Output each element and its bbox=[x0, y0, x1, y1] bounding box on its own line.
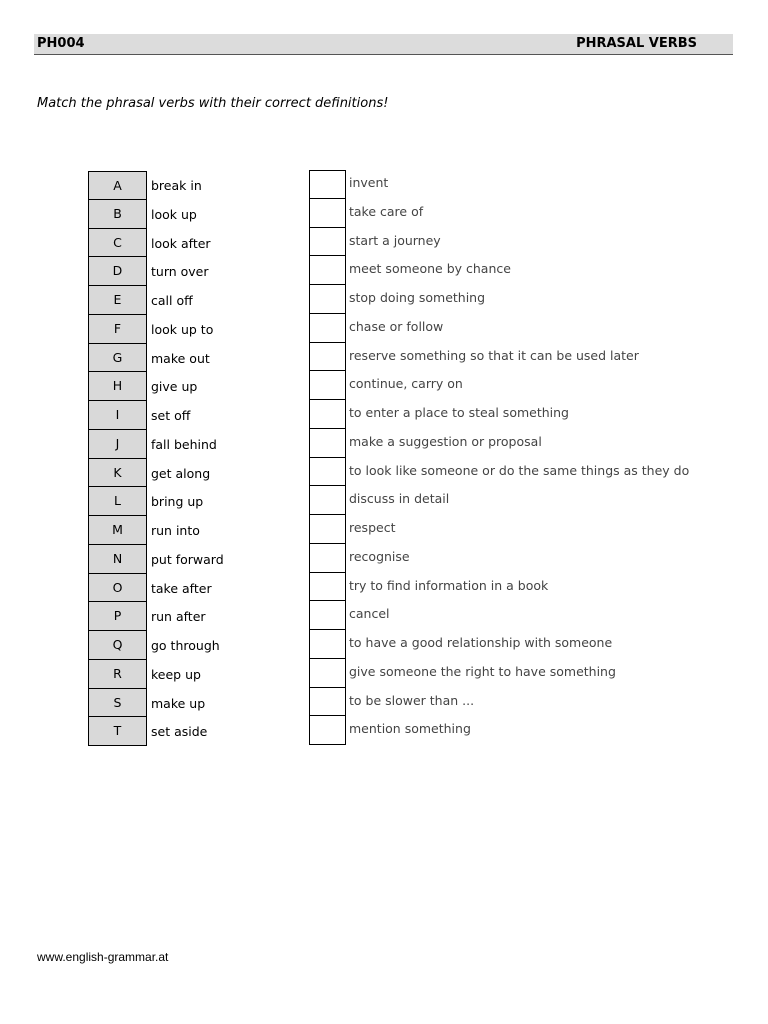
answer-box[interactable] bbox=[309, 371, 346, 400]
letter-cell: A bbox=[88, 171, 147, 200]
answer-box[interactable] bbox=[309, 716, 346, 745]
definition: continue, carry on bbox=[349, 376, 463, 392]
definition: give someone the right to have something bbox=[349, 663, 616, 679]
phrasal-verb: set aside bbox=[151, 724, 208, 740]
letter-cell: J bbox=[88, 430, 147, 459]
answer-box[interactable] bbox=[309, 573, 346, 602]
worksheet-code: PH004 bbox=[37, 36, 85, 51]
answer-box[interactable] bbox=[309, 199, 346, 228]
letter-cell: G bbox=[88, 344, 147, 373]
definition: discuss in detail bbox=[349, 491, 450, 507]
letters-column bbox=[88, 171, 147, 746]
definition: recognise bbox=[349, 548, 410, 564]
phrasal-verbs-column bbox=[151, 171, 224, 746]
definition: to have a good relationship with someone bbox=[349, 635, 613, 650]
letter-cell: T bbox=[88, 717, 147, 746]
answer-box[interactable] bbox=[309, 314, 346, 343]
answer-box[interactable] bbox=[309, 400, 346, 429]
phrasal-verb: look up to bbox=[151, 321, 214, 337]
footer-website: www.english-grammar.at bbox=[37, 950, 169, 964]
phrasal-verb: run into bbox=[151, 523, 200, 538]
letter-cell: P bbox=[88, 602, 147, 631]
instructions: Match the phrasal verbs with their correct definitions! bbox=[37, 96, 389, 111]
phrasal-verb: turn over bbox=[151, 264, 209, 280]
definition: try to find information in a book bbox=[349, 577, 549, 593]
definition: mention something bbox=[349, 721, 471, 737]
definition: start a journey bbox=[349, 232, 441, 248]
definitions-column bbox=[349, 170, 689, 745]
definition: invent bbox=[349, 175, 389, 190]
letter-cell: F bbox=[88, 315, 147, 344]
letter-cell: E bbox=[88, 286, 147, 315]
answer-box[interactable] bbox=[309, 170, 346, 199]
phrasal-verb: fall behind bbox=[151, 436, 217, 452]
answer-box[interactable] bbox=[309, 515, 346, 544]
letter-cell: O bbox=[88, 574, 147, 603]
answer-box[interactable] bbox=[309, 228, 346, 257]
answer-box[interactable] bbox=[309, 256, 346, 285]
worksheet-topic: PHRASAL VERBS bbox=[576, 36, 697, 51]
letter-cell: Q bbox=[88, 631, 147, 660]
definition: chase or follow bbox=[349, 318, 444, 334]
definition: make a suggestion or proposal bbox=[349, 433, 542, 449]
letter-cell: B bbox=[88, 200, 147, 229]
phrasal-verb: call off bbox=[151, 293, 193, 308]
answer-box[interactable] bbox=[309, 458, 346, 487]
definition: take care of bbox=[349, 203, 424, 219]
phrasal-verb: make up bbox=[151, 695, 206, 711]
answer-box[interactable] bbox=[309, 429, 346, 458]
phrasal-verb: set off bbox=[151, 408, 191, 423]
answer-box[interactable] bbox=[309, 688, 346, 717]
answers-column bbox=[309, 170, 346, 745]
letter-cell: M bbox=[88, 516, 147, 545]
definition: to enter a place to steal something bbox=[349, 405, 569, 420]
phrasal-verb: put forward bbox=[151, 551, 224, 567]
answer-box[interactable] bbox=[309, 630, 346, 659]
definition: cancel bbox=[349, 606, 390, 622]
phrasal-verb: bring up bbox=[151, 494, 204, 510]
phrasal-verb: run after bbox=[151, 609, 206, 625]
phrasal-verb: make out bbox=[151, 350, 210, 366]
answer-box[interactable] bbox=[309, 601, 346, 630]
letter-cell: K bbox=[88, 459, 147, 488]
letter-cell: R bbox=[88, 660, 147, 689]
definition: to be slower than ... bbox=[349, 692, 475, 708]
phrasal-verb: give up bbox=[151, 379, 198, 395]
definition: to look like someone or do the same things as they do bbox=[349, 462, 690, 478]
phrasal-verb: keep up bbox=[151, 666, 201, 682]
phrasal-verb: break in bbox=[151, 178, 202, 193]
letter-cell: C bbox=[88, 229, 147, 258]
letter-cell: D bbox=[88, 257, 147, 286]
definition: stop doing something bbox=[349, 290, 486, 305]
phrasal-verb: go through bbox=[151, 638, 220, 653]
answer-box[interactable] bbox=[309, 343, 346, 372]
answer-box[interactable] bbox=[309, 285, 346, 314]
letter-cell: S bbox=[88, 689, 147, 718]
answer-box[interactable] bbox=[309, 659, 346, 688]
phrasal-verb: look after bbox=[151, 235, 211, 251]
letter-cell: H bbox=[88, 372, 147, 401]
definition: respect bbox=[349, 520, 396, 535]
answer-box[interactable] bbox=[309, 544, 346, 573]
phrasal-verb: take after bbox=[151, 580, 212, 596]
definition: reserve something so that it can be used later bbox=[349, 347, 639, 363]
header-bar bbox=[34, 34, 733, 55]
letter-cell: I bbox=[88, 401, 147, 430]
definition: meet someone by chance bbox=[349, 261, 511, 277]
answer-box[interactable] bbox=[309, 486, 346, 515]
phrasal-verb: get along bbox=[151, 465, 211, 481]
phrasal-verb: look up bbox=[151, 206, 197, 222]
letter-cell: L bbox=[88, 487, 147, 516]
letter-cell: N bbox=[88, 545, 147, 574]
